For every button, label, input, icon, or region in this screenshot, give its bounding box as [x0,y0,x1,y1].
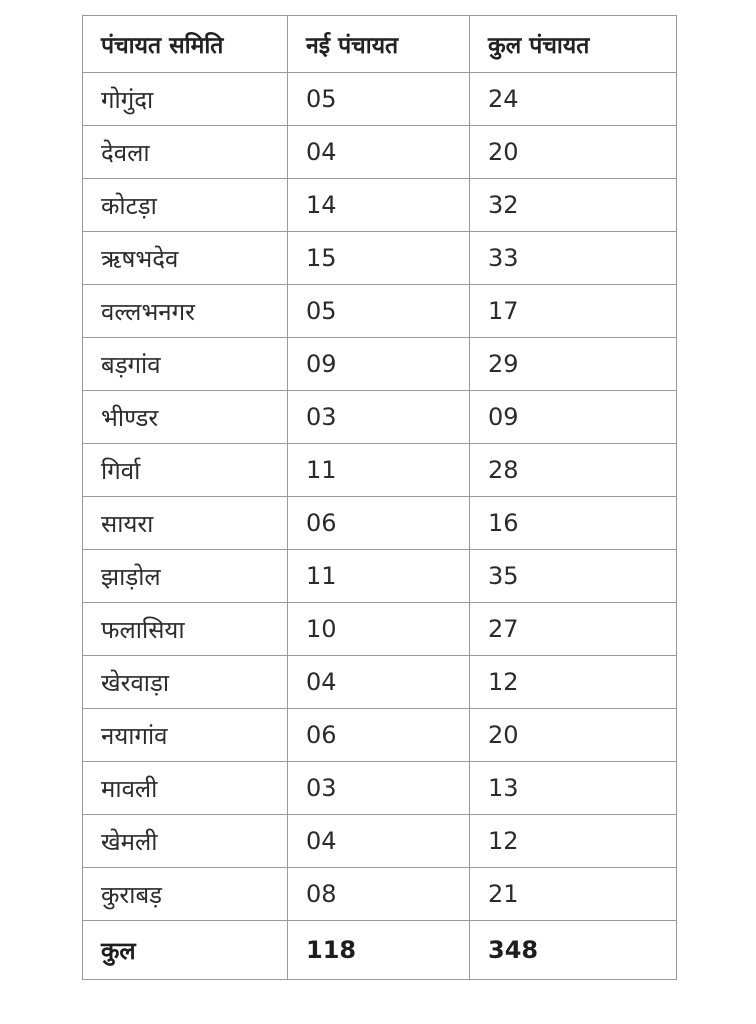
table-row [83,762,677,815]
cell-total-count: 29 [470,338,677,391]
header-new-panchayat: नई पंचायत [288,16,470,73]
cell-new-count: 04 [288,656,470,709]
table-row [83,232,677,285]
table-header-row [83,16,677,73]
cell-total-count: 35 [470,550,677,603]
table-row [83,285,677,338]
cell-total-count: 21 [470,868,677,921]
cell-new-count: 03 [288,391,470,444]
cell-new-count: 03 [288,762,470,815]
cell-new-count: 09 [288,338,470,391]
cell-samiti-name: कोटड़ा [83,179,288,232]
cell-new-count: 10 [288,603,470,656]
table-row [83,550,677,603]
table-row [83,656,677,709]
total-new-count: 118 [288,921,470,980]
cell-samiti-name: नयागांव [83,709,288,762]
cell-samiti-name: बड़गांव [83,338,288,391]
total-label: कुल [83,921,288,980]
table-row [83,603,677,656]
cell-samiti-name: देवला [83,126,288,179]
table-row [83,126,677,179]
cell-new-count: 11 [288,550,470,603]
cell-samiti-name: कुराबड़ [83,868,288,921]
cell-total-count: 27 [470,603,677,656]
cell-new-count: 05 [288,285,470,338]
total-total-count: 348 [470,921,677,980]
table-row [83,868,677,921]
table-body [83,73,677,980]
cell-samiti-name: वल्लभनगर [83,285,288,338]
cell-new-count: 06 [288,709,470,762]
cell-total-count: 12 [470,815,677,868]
cell-samiti-name: गिर्वा [83,444,288,497]
cell-new-count: 04 [288,815,470,868]
cell-new-count: 08 [288,868,470,921]
cell-total-count: 09 [470,391,677,444]
cell-total-count: 17 [470,285,677,338]
cell-samiti-name: सायरा [83,497,288,550]
table-row [83,497,677,550]
cell-new-count: 11 [288,444,470,497]
cell-samiti-name: झाड़ोल [83,550,288,603]
table-row [83,444,677,497]
header-total-panchayat: कुल पंचायत [470,16,677,73]
cell-samiti-name: ऋषभदेव [83,232,288,285]
cell-total-count: 28 [470,444,677,497]
cell-new-count: 04 [288,126,470,179]
cell-samiti-name: फलासिया [83,603,288,656]
table-row [83,815,677,868]
header-panchayat-samiti: पंचायत समिति [83,16,288,73]
cell-new-count: 15 [288,232,470,285]
cell-samiti-name: गोगुंदा [83,73,288,126]
cell-samiti-name: खेमली [83,815,288,868]
cell-new-count: 06 [288,497,470,550]
table-row [83,391,677,444]
cell-new-count: 14 [288,179,470,232]
cell-samiti-name: मावली [83,762,288,815]
cell-total-count: 24 [470,73,677,126]
cell-samiti-name: खेरवाड़ा [83,656,288,709]
cell-new-count: 05 [288,73,470,126]
cell-samiti-name: भीण्डर [83,391,288,444]
table-row [83,338,677,391]
table-row [83,73,677,126]
cell-total-count: 13 [470,762,677,815]
cell-total-count: 32 [470,179,677,232]
cell-total-count: 33 [470,232,677,285]
table-row [83,179,677,232]
total-row [83,921,677,980]
panchayat-table [82,15,677,980]
cell-total-count: 20 [470,126,677,179]
cell-total-count: 20 [470,709,677,762]
cell-total-count: 12 [470,656,677,709]
cell-total-count: 16 [470,497,677,550]
table-row [83,709,677,762]
